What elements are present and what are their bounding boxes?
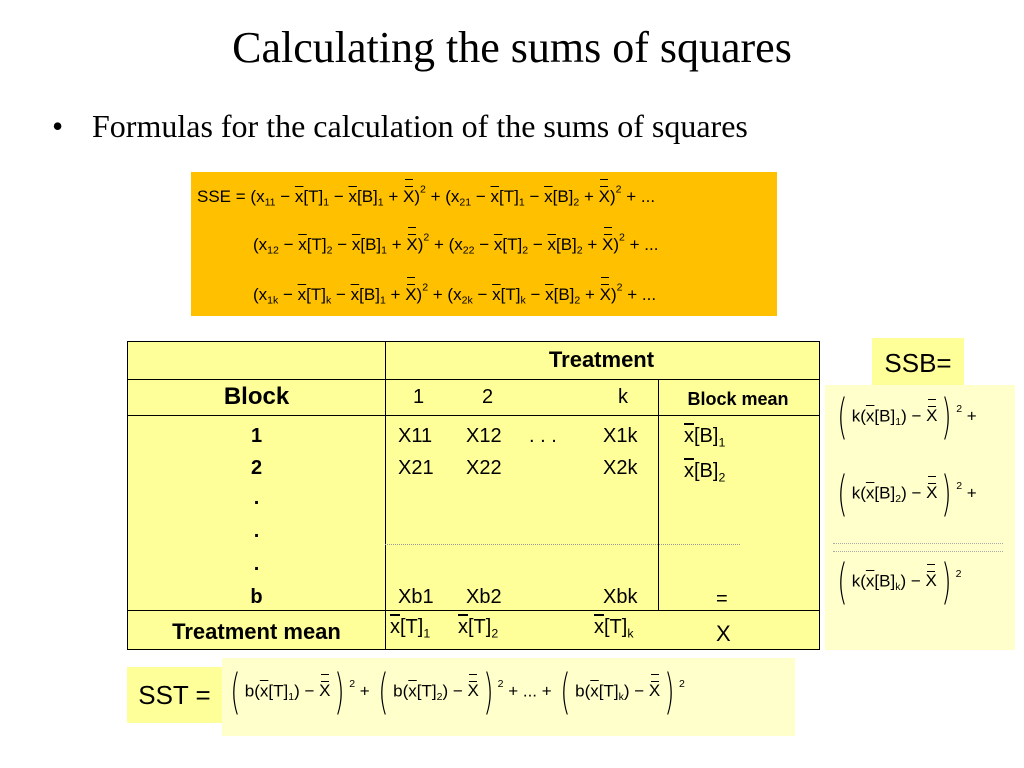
sse-line-1: SSE = $(x_{11} - \overline{x}[T]_1 - \overline{x}[B]_1 + X)^2 + (x_{21} - \overline{x}[T]_1 - \overline{x}[B]_2 + X)^2$ + ... [197,183,656,209]
data-table [127,341,820,650]
sse-line-2: $(x_{12} - \overline{x}[T]_2 - \overline{x}[B]_1 + X)^2 + (x_{22} - \overline{x}[T]_2 - \overline{x}[B]_2 + X)^2$ + ... [253,231,659,257]
sst-expression: ( $b(\overline{x}[T]_1) - X$) $^2$ + ( $b(\overline{x}[T]_2) - X$) $^2$ + ... + ( $b(\overline{x}[T]_k) - X$) $^2$ [230,664,685,720]
table-cell: X21 [398,457,434,479]
treatment-header: Treatment [548,347,655,372]
sst-label: SST = [127,667,222,723]
ssb-term: ( $k(\overline{x}[B]_k) - X$) $^2$ [837,554,962,610]
treatment-mean: $\overline{x}[T]_1$ [390,616,431,641]
table-cell: X1k [603,425,638,447]
ssb-formula-box [825,385,1015,650]
treatment-mean-label: Treatment mean [172,619,341,644]
treatment-mean: $\overline{x}[T]_k$ [594,616,634,641]
ssb-term: ( $k(\overline{x}[B]_2) - X$) $^2$ + [837,466,977,522]
table-cell: X22 [466,457,502,479]
column-header-1: 1 [413,386,425,408]
bullet-point [52,106,748,146]
grand-mean: X [716,621,731,646]
table-cell: Xb1 [398,586,434,608]
vertical-ellipsis: . [253,487,260,509]
bullet-text: Formulas for the calculation of the sums of squares [92,108,748,144]
block-mean: $\overline{x}[B]_2$ [684,460,726,485]
block-number: b [250,586,263,608]
grand-mean-bar: = [716,588,728,610]
ssb-term: ( $k(\overline{x}[B]_1) - X$) $^2$ + [837,389,977,445]
row-separator [385,544,740,545]
sse-formula-box [191,172,777,316]
slide-title: Calculating the sums of squares [232,23,792,72]
sst-formula-box [222,658,795,736]
sse-line-3: $(x_{1k} - \overline{x}[T]_k - \overline{x}[B]_1 + X)^2 + (x_{2k} - \overline{x}[T]_k - \overline{x}[B]_2 + X)^2$ + ... [253,281,657,307]
block-mean-header: Block mean [687,389,789,409]
column-header-2: 2 [482,386,494,408]
vertical-ellipsis: . [253,520,260,542]
table-divider [658,379,659,610]
treatment-mean: $\overline{x}[T]_2$ [458,616,499,641]
ssb-label: SSB= [872,338,964,388]
bullet-dot-icon: • [52,108,64,144]
ssb-separator [833,543,1003,544]
ssb-separator [833,551,1003,552]
table-divider [128,415,819,416]
table-cell: X12 [466,425,502,447]
block-number: 1 [250,425,263,447]
column-header-k: k [618,386,628,408]
sse-label: SSE [197,187,232,206]
table-cell: Xbk [603,586,638,608]
vertical-ellipsis: . [253,553,260,575]
table-cell: Xb2 [466,586,502,608]
block-mean: $\overline{x}[B]_1$ [684,425,726,450]
table-divider [385,342,386,649]
table-cell: X11 [398,425,433,447]
table-cell: X2k [603,457,638,479]
block-number: 2 [250,457,263,479]
ellipsis: . . . [529,425,557,447]
table-divider [128,379,819,380]
block-header: Block [223,383,290,410]
